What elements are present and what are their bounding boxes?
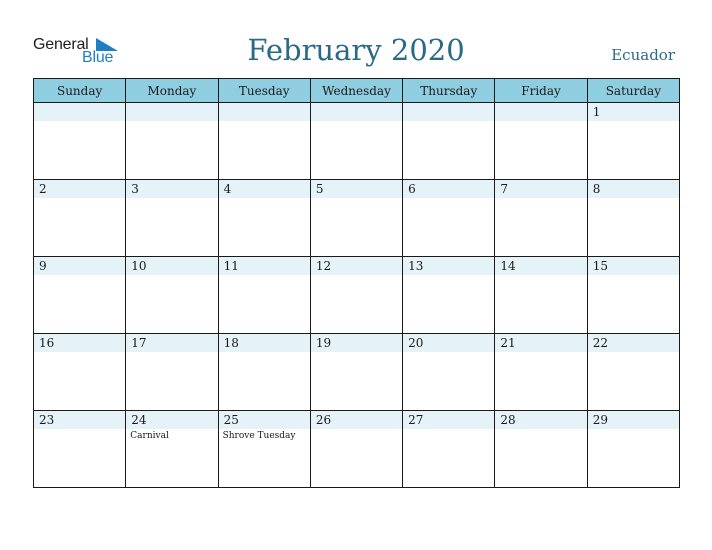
day-cell [495, 103, 587, 180]
day-number: 28 [495, 411, 586, 429]
weekday-header-thursday: Thursday [403, 79, 495, 103]
day-cell [34, 411, 126, 488]
day-cell [218, 411, 310, 488]
day-number: 11 [219, 257, 310, 275]
weekday-header-monday: Monday [126, 79, 218, 103]
calendar-body [34, 103, 680, 488]
day-number: 4 [219, 180, 310, 198]
day-cell [218, 257, 310, 334]
day-cell [310, 411, 402, 488]
day-number [219, 103, 310, 121]
day-cell [495, 180, 587, 257]
day-cell [126, 257, 218, 334]
day-cell [34, 257, 126, 334]
weekday-header-friday: Friday [495, 79, 587, 103]
day-cell [403, 334, 495, 411]
day-number: 29 [588, 411, 679, 429]
day-number [311, 103, 402, 121]
day-cell [126, 103, 218, 180]
weekday-header-saturday: Saturday [587, 79, 679, 103]
day-number: 7 [495, 180, 586, 198]
day-cell [587, 411, 679, 488]
day-number: 22 [588, 334, 679, 352]
weekday-header-tuesday: Tuesday [218, 79, 310, 103]
weekday-header-sunday: Sunday [34, 79, 126, 103]
day-number: 13 [403, 257, 494, 275]
weekday-header-row [34, 79, 680, 103]
day-number: 5 [311, 180, 402, 198]
day-number: 12 [311, 257, 402, 275]
day-cell [34, 180, 126, 257]
day-number: 16 [34, 334, 125, 352]
day-cell [218, 103, 310, 180]
day-cell [495, 257, 587, 334]
day-number: 19 [311, 334, 402, 352]
day-number [34, 103, 125, 121]
day-number: 26 [311, 411, 402, 429]
week-row [34, 103, 680, 180]
day-number: 14 [495, 257, 586, 275]
day-number [126, 103, 217, 121]
day-cell [403, 257, 495, 334]
day-number: 21 [495, 334, 586, 352]
day-cell [587, 334, 679, 411]
day-cell [403, 103, 495, 180]
logo-general-text: General [33, 36, 89, 53]
day-cell [34, 334, 126, 411]
day-number: 18 [219, 334, 310, 352]
country-label: Ecuador [611, 46, 675, 64]
week-row [34, 411, 680, 488]
week-row [34, 180, 680, 257]
day-cell [587, 103, 679, 180]
day-number [403, 103, 494, 121]
day-cell [126, 334, 218, 411]
day-cell [310, 103, 402, 180]
holiday-label: Shrove Tuesday [222, 431, 296, 441]
calendar-grid [33, 78, 680, 488]
day-cell [403, 180, 495, 257]
calendar-title: February 2020 [247, 33, 465, 67]
day-cell [218, 334, 310, 411]
day-number: 24 [126, 411, 217, 429]
day-number: 27 [403, 411, 494, 429]
day-number: 6 [403, 180, 494, 198]
day-number: 9 [34, 257, 125, 275]
day-number: 15 [588, 257, 679, 275]
week-row [34, 334, 680, 411]
day-cell [495, 411, 587, 488]
weekday-header-wednesday: Wednesday [310, 79, 402, 103]
day-cell [495, 334, 587, 411]
day-number: 10 [126, 257, 217, 275]
day-number: 17 [126, 334, 217, 352]
day-cell [310, 180, 402, 257]
holiday-label: Carnival [130, 431, 169, 441]
day-number [495, 103, 586, 121]
day-cell [403, 411, 495, 488]
day-cell [587, 180, 679, 257]
day-cell [126, 180, 218, 257]
day-number: 3 [126, 180, 217, 198]
day-number: 2 [34, 180, 125, 198]
day-cell [587, 257, 679, 334]
logo-blue-text: Blue [82, 49, 114, 66]
day-number: 8 [588, 180, 679, 198]
day-cell [310, 257, 402, 334]
day-number: 1 [588, 103, 679, 121]
day-cell [34, 103, 126, 180]
day-number: 20 [403, 334, 494, 352]
day-number: 23 [34, 411, 125, 429]
day-cell [126, 411, 218, 488]
day-cell [218, 180, 310, 257]
week-row [34, 257, 680, 334]
day-number: 25 [219, 411, 310, 429]
day-cell [310, 334, 402, 411]
